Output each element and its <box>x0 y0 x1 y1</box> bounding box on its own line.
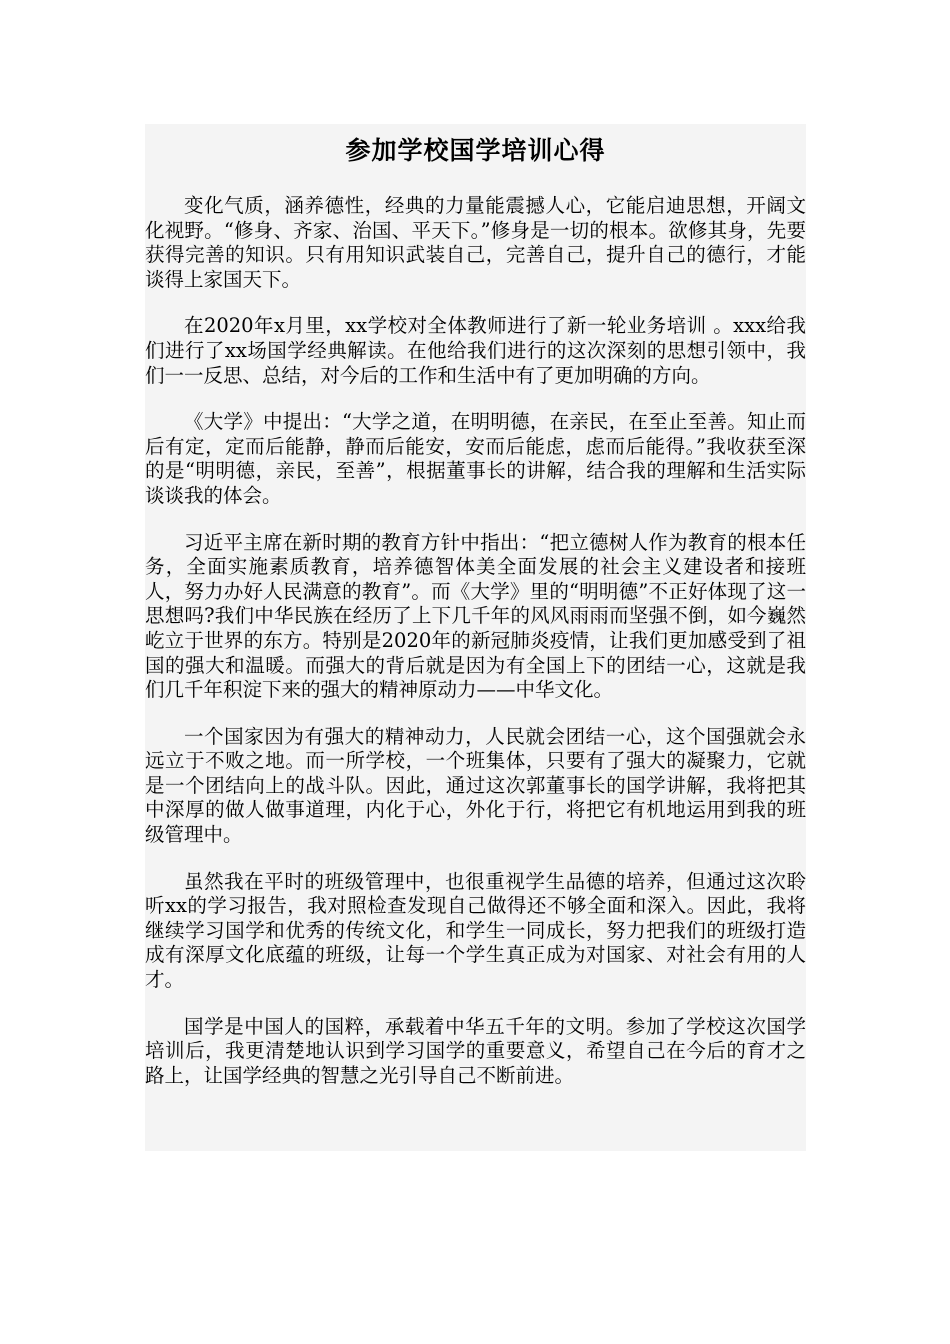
paragraph-1: 变化气质，涵养德性，经典的力量能震撼人心，它能启迪思想，开阔文化视野。“修身、齐家、治国、平天下。”修身是一切的根本。欲修其身，先要获得完善的知识。只有用知识武装自己，完善自己，提升自己的德行，才能谈得上家国天下。 <box>145 194 806 291</box>
paragraph-2: 在2020年x月里，xx学校对全体教师进行了新一轮业务培训 。xxx给我们进行了xx场国学经典解读。在他给我们进行的这次深刻的思想引领中，我们一一反思、总结，对今后的工作和生活中有了更加明确的方向。 <box>145 314 806 387</box>
document-body <box>145 184 806 1088</box>
paragraph-7: 国学是中国人的国粹，承载着中华五千年的文明。参加了学校这次国学培训后，我更清楚地认识到学习国学的重要意义，希望自己在今后的育才之路上，让国学经典的智慧之光引导自己不断前进。 <box>145 1014 806 1087</box>
paragraph-3: 《大学》中提出：“大学之道，在明明德，在亲民，在至止至善。知止而后有定，定而后能静，静而后能安，安而后能虑，虑而后能得。”我收获至深的是“明明德，亲民，至善”，根据董事长的讲解，结合我的理解和生活实际谈谈我的体会。 <box>145 410 806 507</box>
document-page <box>145 124 806 1151</box>
paragraph-4: 习近平主席在新时期的教育方针中指出：“把立德树人作为教育的根本任务，全面实施素质教育，培养德智体美全面发展的社会主义建设者和接班人，努力办好人民满意的教育”。而《大学》里的“明明德”不正好体现了这一思想吗?我们中华民族在经历了上下几千年的风风雨雨而坚强不倒，如今巍然屹立于世界的东方。特别是2020年的新冠肺炎疫情，让我们更加感受到了祖国的强大和温暖。而强大的背后就是因为有全国上下的团结一心，这就是我们几千年积淀下来的强大的精神原动力——中华文化。 <box>145 530 806 702</box>
paragraph-6: 虽然我在平时的班级管理中，也很重视学生品德的培养，但通过这次聆听xx的学习报告，我对照检查发现自己做得还不够全面和深入。因此，我将继续学习国学和优秀的传统文化，和学生一同成长，努力把我们的班级打造成有深厚文化底蕴的班级，让每一个学生真正成为对国家、对社会有用的人才。 <box>145 869 806 992</box>
paragraph-5: 一个国家因为有强大的精神动力，人民就会团结一心，这个国强就会永远立于不败之地。而一所学校，一个班集体，只要有了强大的凝聚力，它就是一个团结向上的战斗队。因此，通过这次郭董事长的国学讲解，我将把其中深厚的做人做事道理，内化于心，外化于行，将把它有机地运用到我的班级管理中。 <box>145 724 806 847</box>
document-title: 参加学校国学培训心得 <box>345 136 606 165</box>
